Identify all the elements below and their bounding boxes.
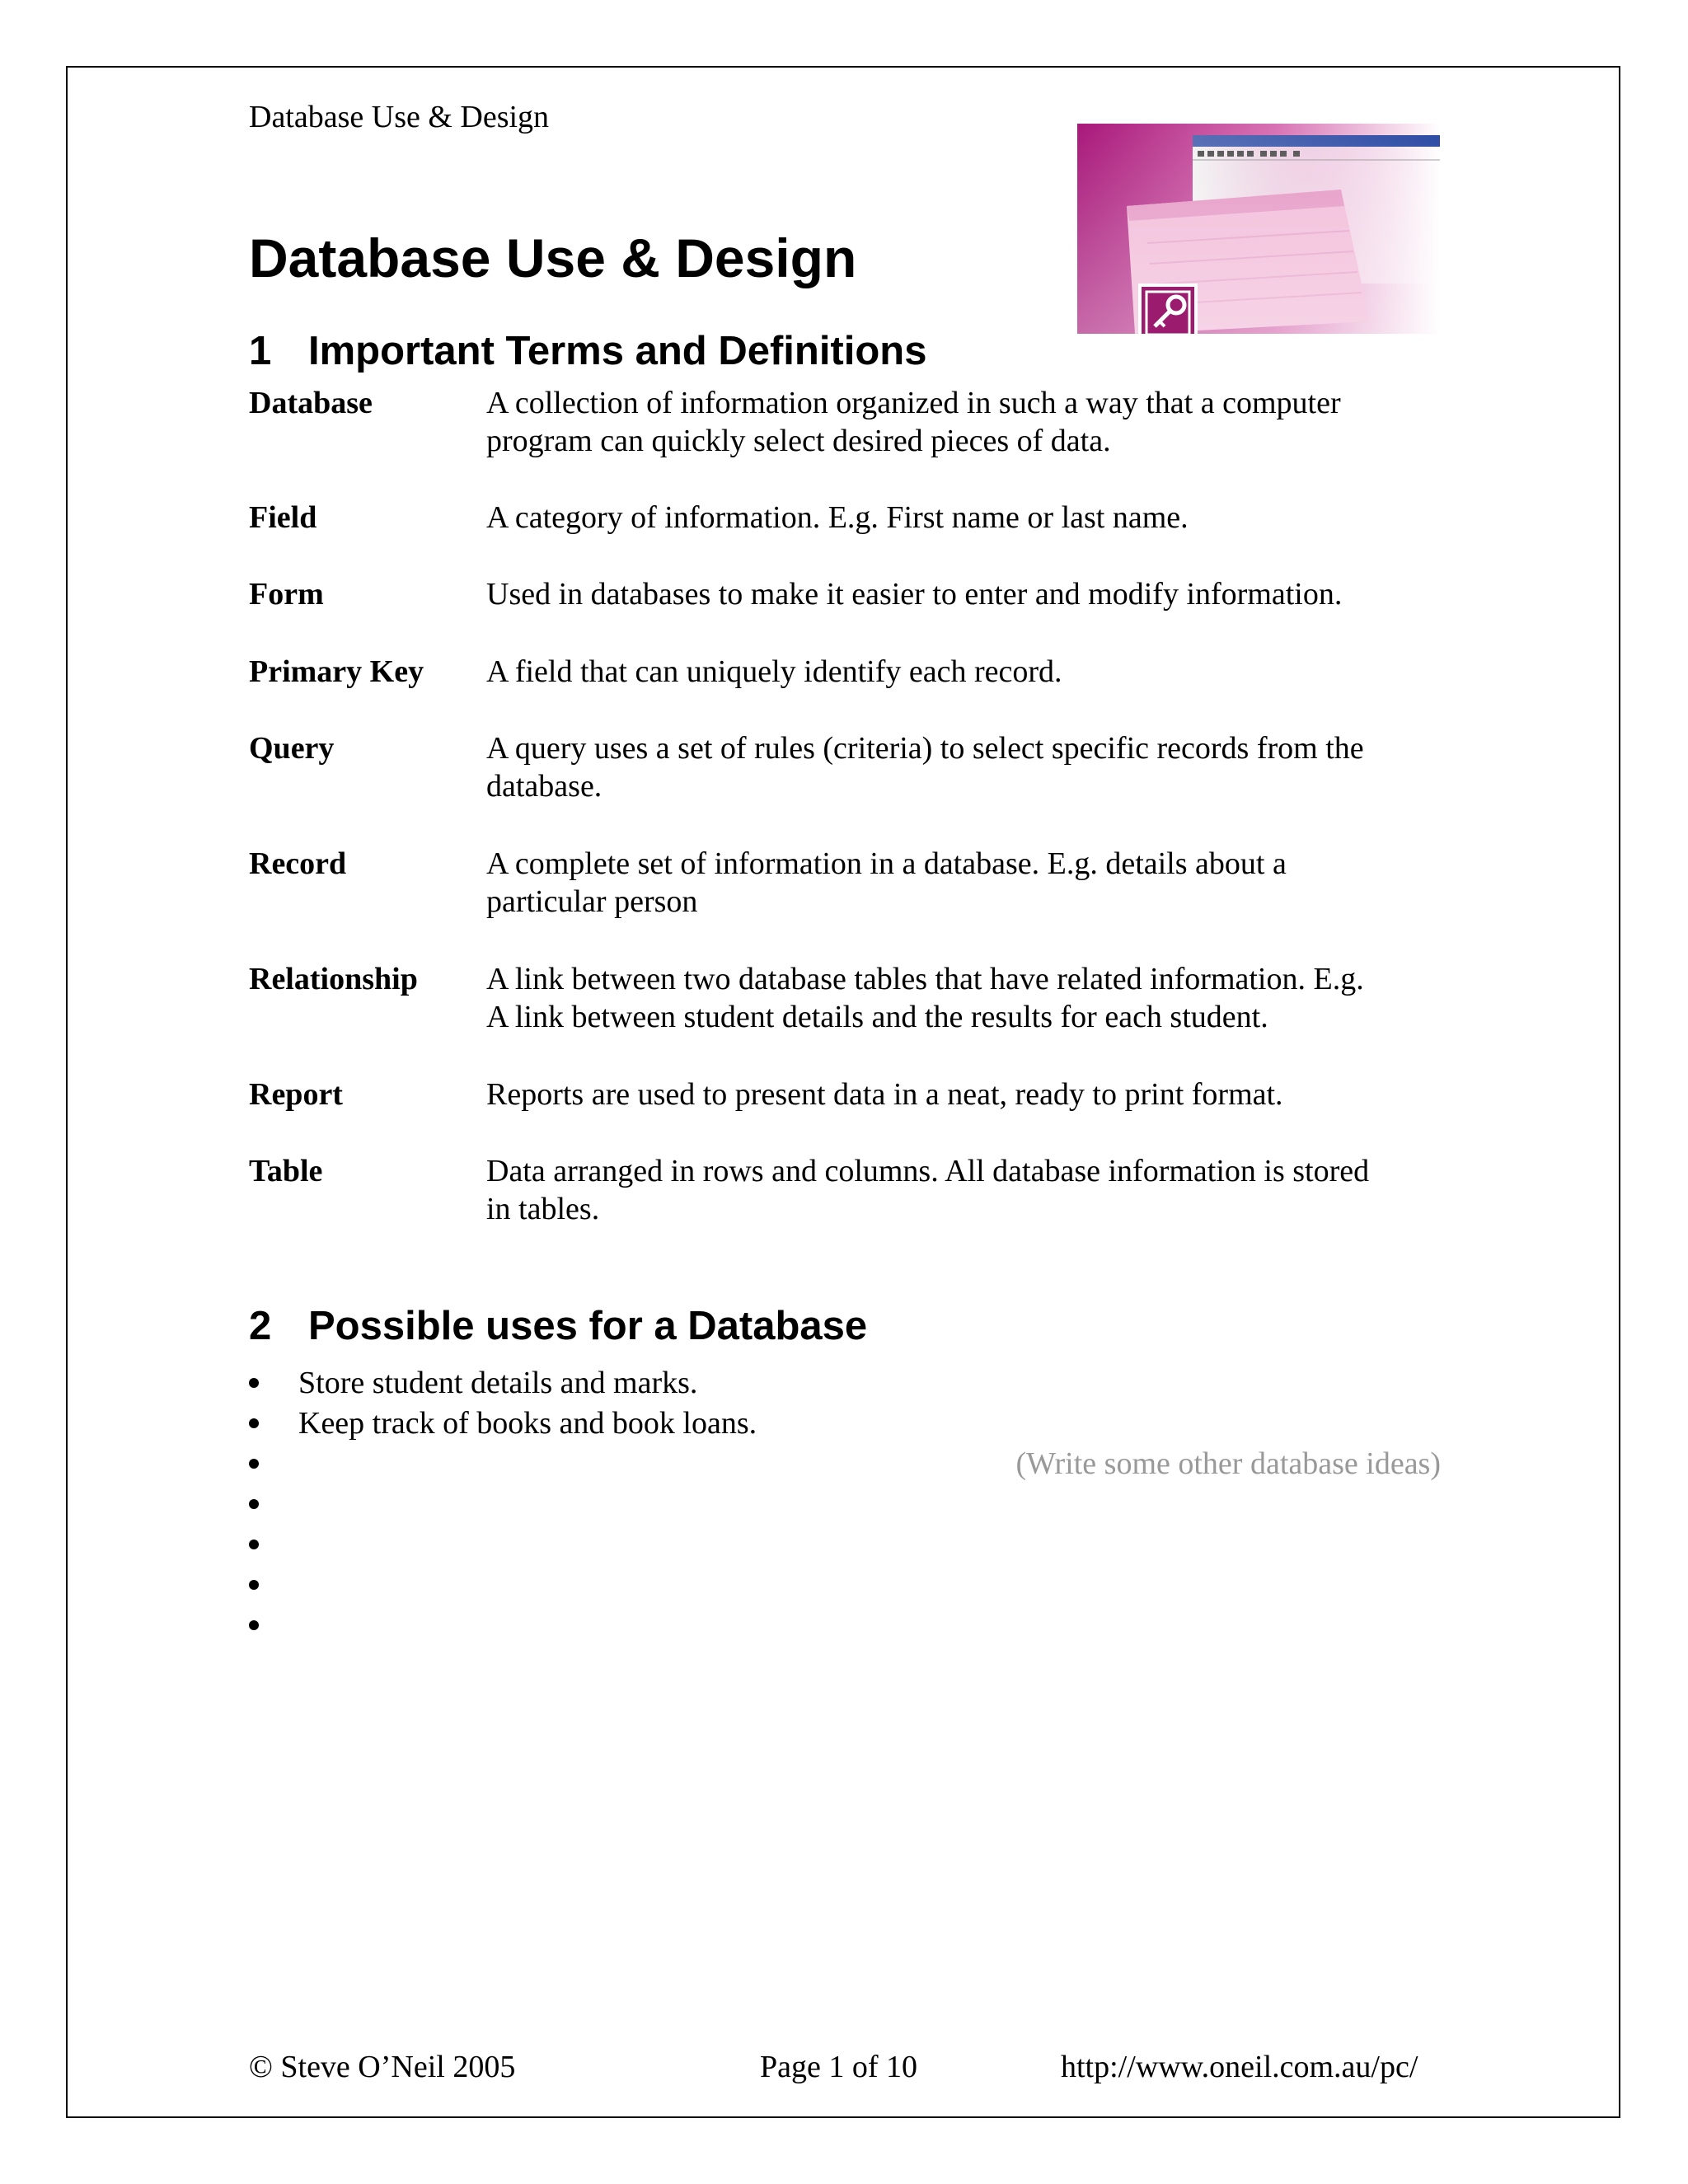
definition-row [249,960,1461,1076]
definition-row [249,499,1461,575]
definition-line: particular person [486,884,698,919]
definition-line: A link between student details and the results for each student. [486,1000,1268,1034]
term: Field [249,500,317,535]
list-item [249,1364,1441,1404]
definition-line: A category of information. E.g. First name or last name. [486,500,1189,535]
list-item [249,1566,1441,1606]
definition [486,729,1461,845]
definition-line: in tables. [486,1192,600,1226]
definition-line: Used in databases to make it easier to enter and modify information. [486,577,1343,612]
footer-copyright: © Steve O’Neil 2005 [249,2050,516,2084]
definition [486,1076,1461,1152]
definition-line: A complete set of information in a database. E.g. details about a [486,846,1287,881]
definition-row [249,729,1461,845]
running-header: Database Use & Design [249,100,550,134]
definition-line: Reports are used to present data in a neat, ready to print format. [486,1077,1283,1112]
definition-line: A field that can uniquely identify each record. [486,654,1062,689]
definition [486,845,1461,960]
list-item-text: Store student details and marks. [298,1366,698,1400]
section-title: Possible uses for a Database [308,1304,868,1348]
access-key-icon [1138,284,1198,334]
definition-line: database. [486,769,603,804]
term: Table [249,1154,323,1188]
list-item [249,1485,1441,1526]
definition-line: A collection of information organized in such a way that a computer [486,386,1341,420]
uses-list [249,1364,1441,1647]
list-item [249,1404,1441,1445]
definition-line: A link between two database tables that have related information. E.g. [486,962,1364,996]
definition [486,1152,1461,1229]
definition-row [249,384,1461,499]
definition-line: Data arranged in rows and columns. All database information is stored [486,1154,1370,1188]
term: Query [249,731,335,766]
bullet-icon [249,1378,259,1388]
bullet-icon [249,1459,259,1469]
bullet-icon [249,1418,259,1428]
definition [486,384,1461,499]
bullet-icon [249,1540,259,1549]
definition-row [249,845,1461,960]
access-logo-image [1077,124,1440,334]
definition [486,575,1461,653]
list-item [249,1526,1441,1566]
definition-line: program can quickly select desired pieces of data. [486,424,1111,458]
definition [486,653,1461,729]
section-1-heading [249,331,926,372]
term: Database [249,386,373,420]
section-number: 2 [249,1304,272,1348]
term: Primary Key [249,654,424,689]
document-title: Database Use & Design [249,227,857,288]
list-item [249,1606,1441,1647]
definition-row [249,1076,1461,1152]
term: Report [249,1077,343,1112]
bullet-icon [249,1580,259,1590]
section-2-heading [249,1306,867,1347]
term: Record [249,846,347,881]
write-ideas-hint: (Write some other database ideas) [1015,1446,1441,1481]
definition-line: A query uses a set of rules (criteria) to select specific records from the [486,731,1364,766]
definitions-list [249,384,1461,1229]
bullet-icon [249,1620,259,1630]
definition-row [249,575,1461,653]
footer-page-number: Page 1 of 10 [760,2050,918,2084]
term: Form [249,577,324,612]
definition-row [249,653,1461,729]
footer-url: http://www.oneil.com.au/pc/ [1061,2050,1418,2084]
definition [486,960,1461,1076]
section-number: 1 [249,329,272,373]
term: Relationship [249,962,418,996]
bullet-icon [249,1499,259,1509]
list-item-text: Keep track of books and book loans. [298,1406,757,1441]
definition-row [249,1152,1461,1229]
section-title: Important Terms and Definitions [308,329,927,373]
definition [486,499,1461,575]
list-item [249,1445,1441,1485]
